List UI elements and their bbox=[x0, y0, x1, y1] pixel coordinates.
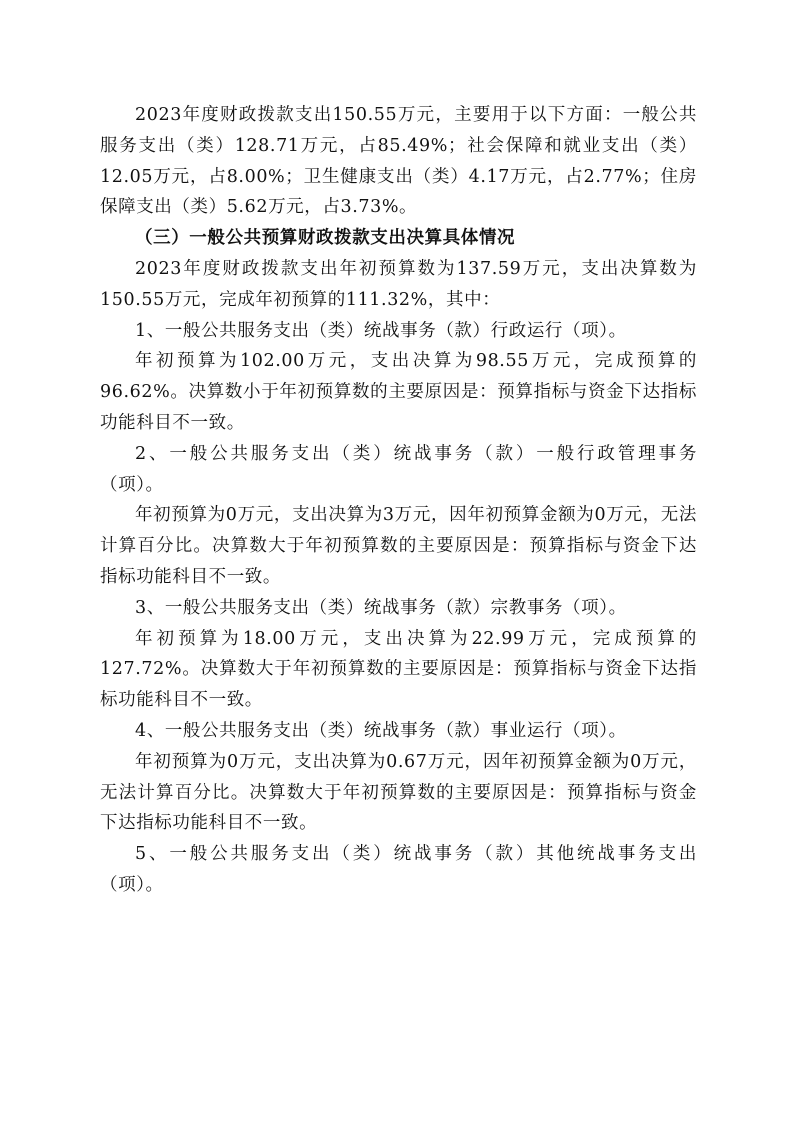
item-3-detail: 年初预算为18.00万元，支出决算为22.99万元，完成预算的127.72%。决算数大于年初预算数的主要原因是：预算指标与资金下达指标功能科目不一致。 bbox=[100, 628, 697, 711]
item-3-title: 3、一般公共服务支出（类）统战事务（款）宗教事务（项）。 bbox=[135, 597, 627, 618]
item-1-title: 1、一般公共服务支出（类）统战事务（款）行政运行（项）。 bbox=[135, 320, 627, 341]
item-5-title: 5、一般公共服务支出（类）统战事务（款）其他统战事务支出（项）。 bbox=[100, 844, 697, 895]
item-4-detail: 年初预算为0万元，支出决算为0.67万元，因年初预算金额为0万元，无法计算百分比。决算数大于年初预算数的主要原因是：预算指标与资金下达指标功能科目不一致。 bbox=[100, 751, 697, 834]
paragraph-expenditure-summary: 2023年度财政拨款支出150.55万元，主要用于以下方面：一般公共服务支出（类）128.71万元，占85.49%；社会保障和就业支出（类）12.05万元，占8.00%；卫生健康支出（类）4.17万元，占2.77%；住房保障支出（类）5.62万元，占3.73%。 bbox=[100, 105, 697, 218]
item-2-detail: 年初预算为0万元，支出决算为3万元，因年初预算金额为0万元，无法计算百分比。决算数大于年初预算数的主要原因是：预算指标与资金下达指标功能科目不一致。 bbox=[100, 505, 697, 587]
section-heading: （三）一般公共预算财政拨款支出决算具体情况 bbox=[135, 228, 516, 249]
item-4-title: 4、一般公共服务支出（类）统战事务（款）事业运行（项）。 bbox=[135, 720, 627, 741]
paragraph-budget-overview: 2023年度财政拨款支出年初预算数为137.59万元，支出决算数为150.55万元，完成年初预算的111.32%，其中： bbox=[100, 258, 697, 310]
item-1-detail: 年初预算为102.00万元，支出决算为98.55万元，完成预算的96.62%。决算数小于年初预算数的主要原因是：预算指标与资金下达指标功能科目不一致。 bbox=[100, 351, 697, 433]
document-body bbox=[100, 100, 697, 901]
item-2-title: 2、一般公共服务支出（类）统战事务（款）一般行政管理事务（项）。 bbox=[100, 443, 697, 495]
